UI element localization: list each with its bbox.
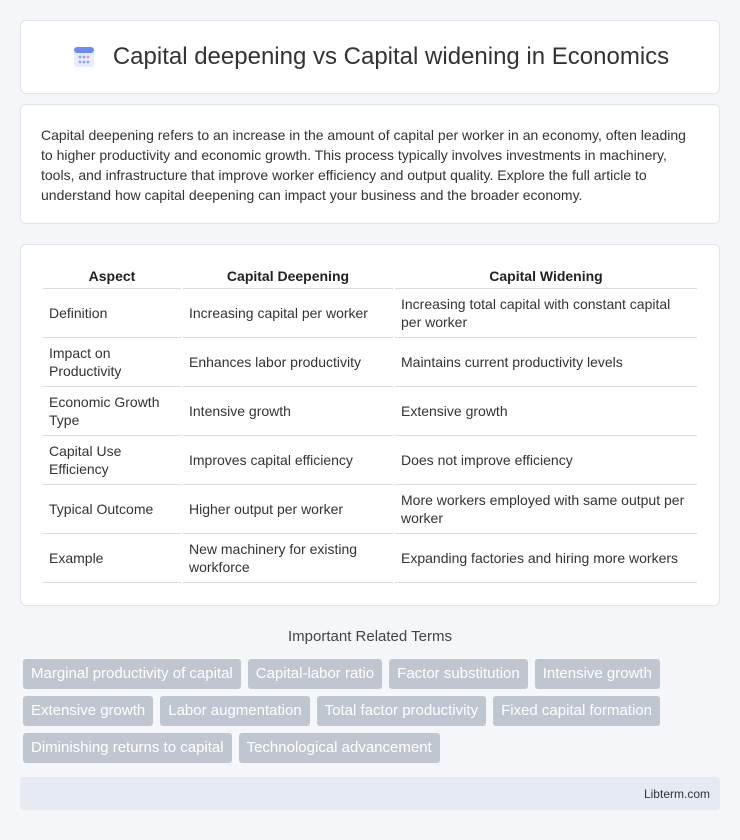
related-terms-heading: Important Related Terms xyxy=(288,628,452,645)
table-row xyxy=(43,485,697,534)
comparison-table-card xyxy=(20,244,720,606)
row-deepening: Enhances labor productivity xyxy=(183,338,393,387)
table-row xyxy=(43,338,697,387)
footer-site-link[interactable]: Libterm.com xyxy=(643,786,710,801)
row-deepening: Improves capital efficiency xyxy=(183,436,393,485)
related-term-tag[interactable]: Technological advancement xyxy=(239,733,440,763)
row-deepening: Increasing capital per worker xyxy=(183,289,393,338)
row-aspect: Impact on Productivity xyxy=(43,338,181,387)
row-deepening: Higher output per worker xyxy=(183,485,393,534)
related-term-tag[interactable]: Factor substitution xyxy=(389,659,528,689)
page-title: Capital deepening vs Capital widening in Economics xyxy=(112,43,670,70)
related-term-tag[interactable]: Intensive growth xyxy=(535,659,660,689)
related-term-tag[interactable]: Capital-labor ratio xyxy=(248,659,382,689)
row-deepening: New machinery for existing workforce xyxy=(183,534,393,583)
related-terms-list xyxy=(20,659,720,763)
header-aspect: Aspect xyxy=(43,263,181,289)
comparison-table xyxy=(41,263,699,583)
row-widening: Increasing total capital with constant capital per worker xyxy=(395,289,697,338)
row-deepening: Intensive growth xyxy=(183,387,393,436)
row-widening: More workers employed with same output per worker xyxy=(395,485,697,534)
calendar-grid-icon xyxy=(71,44,97,70)
row-aspect: Economic Growth Type xyxy=(43,387,181,436)
related-term-tag[interactable]: Fixed capital formation xyxy=(493,696,660,726)
table-header-row xyxy=(43,263,697,289)
related-term-tag[interactable]: Total factor productivity xyxy=(317,696,486,726)
footer xyxy=(20,777,720,810)
row-widening: Expanding factories and hiring more workers xyxy=(395,534,697,583)
title-card xyxy=(20,20,720,94)
related-term-tag[interactable]: Extensive growth xyxy=(23,696,153,726)
table-row xyxy=(43,387,697,436)
intro-card xyxy=(20,104,720,224)
table-row xyxy=(43,289,697,338)
intro-text: Capital deepening refers to an increase in the amount of capital per worker in an economy, often leading to higher productivity and economic growth. This process typically involves investments in machinery, tools, and infrastructure that improve worker efficiency and output quality. Explore the full article to understand how capital deepening can impact your business and the broader economy. xyxy=(41,127,686,203)
row-widening: Extensive growth xyxy=(395,387,697,436)
table-row xyxy=(43,436,697,485)
related-term-tag[interactable]: Diminishing returns to capital xyxy=(23,733,232,763)
row-aspect: Typical Outcome xyxy=(43,485,181,534)
row-aspect: Example xyxy=(43,534,181,583)
row-aspect: Definition xyxy=(43,289,181,338)
row-aspect: Capital Use Efficiency xyxy=(43,436,181,485)
header-capital-widening: Capital Widening xyxy=(395,263,697,289)
related-term-tag[interactable]: Labor augmentation xyxy=(160,696,309,726)
header-capital-deepening: Capital Deepening xyxy=(183,263,393,289)
table-row xyxy=(43,534,697,583)
related-term-tag[interactable]: Marginal productivity of capital xyxy=(23,659,241,689)
row-widening: Does not improve efficiency xyxy=(395,436,697,485)
row-widening: Maintains current productivity levels xyxy=(395,338,697,387)
